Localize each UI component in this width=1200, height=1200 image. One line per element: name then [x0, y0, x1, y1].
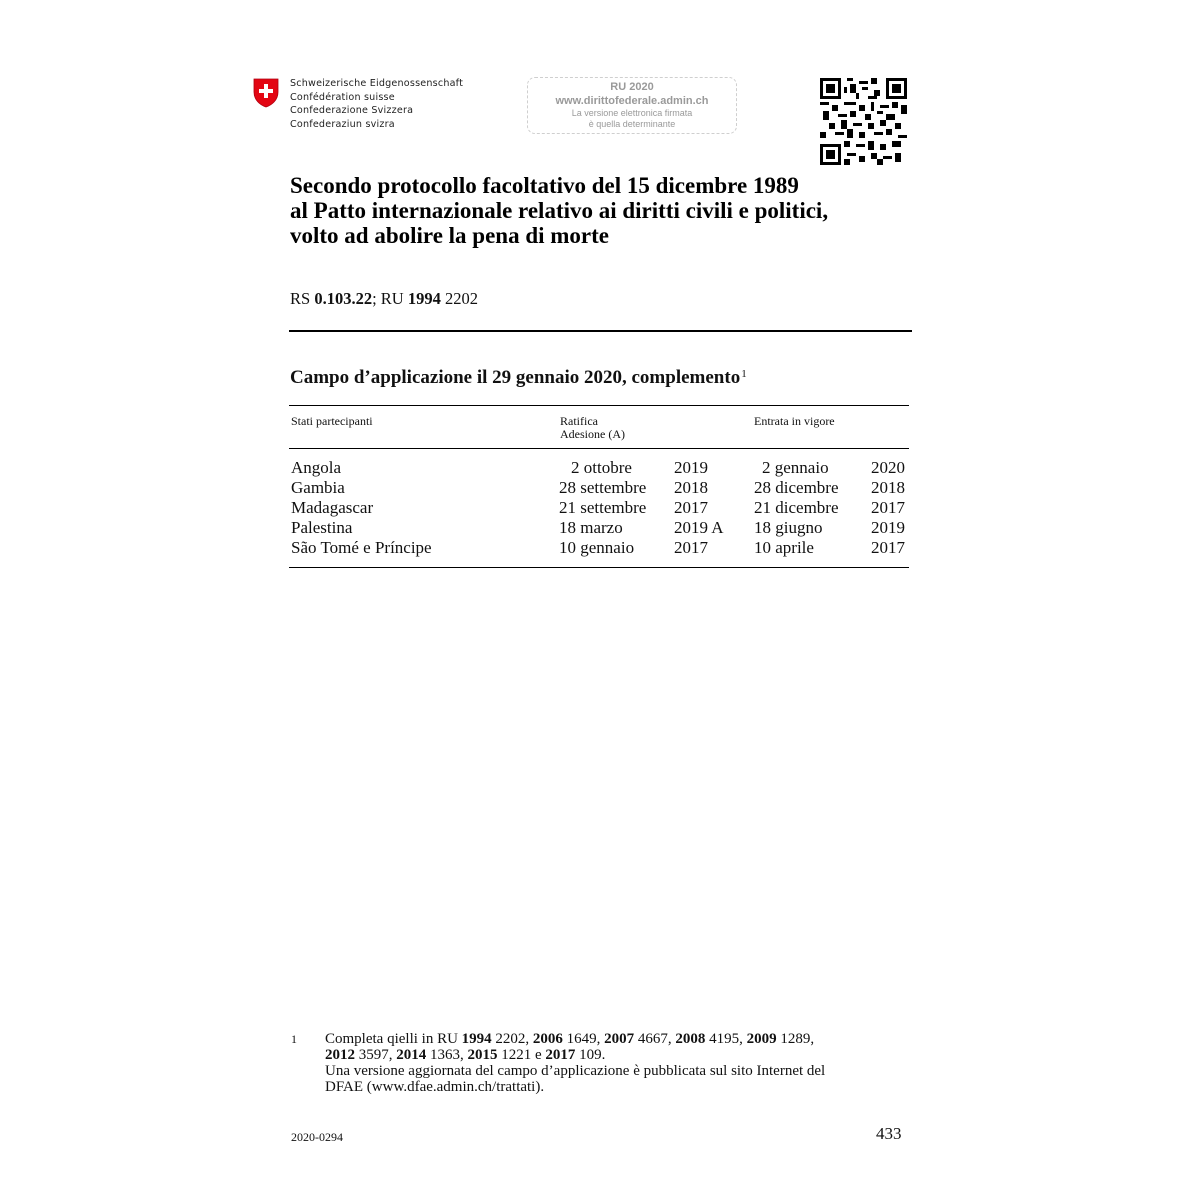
title-line: al Patto internazionale relativo ai diritti civili e politici,: [290, 198, 829, 223]
entry-date: 2 gennaio: [762, 458, 829, 477]
table-top-rule: [289, 405, 909, 406]
section-divider: [289, 330, 912, 332]
confed-de: Schweizerische Eidgenossenschaft: [290, 78, 464, 89]
entry-date: 21 dicembre: [754, 498, 839, 517]
state-name: São Tomé e Príncipe: [291, 538, 432, 557]
subtitle-text: Campo d’applicazione il 29 gennaio 2020, complemento: [290, 367, 741, 388]
fn-page: 1363,: [426, 1047, 468, 1063]
footnote-line: Una versione aggiornata del campo d’applicazione è pubblicata sul sito Internet del: [325, 1063, 826, 1079]
footnote-ref[interactable]: 1: [741, 368, 747, 380]
fn-year: 2014: [396, 1047, 427, 1063]
footnote-number: 1: [291, 1032, 297, 1046]
ru-page: 2202: [440, 289, 478, 308]
fn-pre: Completa qielli in RU: [325, 1031, 462, 1047]
fn-year: 1994: [461, 1031, 492, 1047]
entry-year: 2017: [871, 498, 905, 517]
rs-prefix: RS: [290, 289, 315, 308]
fn-year: 2015: [467, 1047, 498, 1063]
ratification-date: 18 marzo: [559, 518, 623, 537]
ratification-date: 21 settembre: [559, 498, 647, 517]
title-line: Secondo protocollo facoltativo del 15 dicembre 1989: [290, 173, 799, 198]
ratification-date: 2 ottobre: [571, 458, 632, 477]
entry-date: 28 dicembre: [754, 478, 839, 497]
table-row: [291, 498, 907, 518]
footnote-line[interactable]: DFAE (www.dfae.admin.ch/trattati).: [325, 1079, 545, 1095]
ratification-year: 2018: [674, 478, 708, 497]
document-title: [290, 173, 910, 248]
header-entry: Entrata in vigore: [754, 414, 835, 428]
signature-stamp: [527, 77, 737, 134]
stamp-note-1: La versione elettronica firmata: [571, 108, 693, 118]
table-row: [291, 538, 907, 558]
rs-number: 0.103.22: [314, 289, 373, 308]
fn-page: 1289,: [776, 1031, 815, 1047]
state-name: Angola: [291, 458, 342, 477]
swiss-coat-of-arms-icon: [253, 78, 279, 108]
section-subtitle: [290, 367, 747, 389]
title-line: volto ad abolire la pena di morte: [290, 223, 610, 248]
rs-reference: [290, 289, 478, 309]
stamp-url[interactable]: www.dirittofederale.admin.ch: [555, 95, 709, 107]
fn-page: 2202,: [491, 1031, 533, 1047]
header-ratification-line: Ratifica: [560, 414, 598, 428]
fn-year: 2017: [545, 1047, 576, 1063]
entry-year: 2019: [871, 518, 905, 537]
state-name: Palestina: [291, 518, 353, 537]
ratification-year: 2019 A: [674, 518, 724, 537]
state-name: Gambia: [291, 478, 345, 497]
ratification-year: 2019: [674, 458, 708, 477]
table-row: [291, 518, 907, 538]
fn-page: 1649,: [562, 1031, 605, 1047]
header-ratification: [560, 415, 625, 441]
fn-page: 3597,: [355, 1047, 397, 1063]
stamp-note-2: è quella determinante: [588, 119, 676, 129]
document-number: 2020-0294: [291, 1130, 343, 1144]
fn-year: 2012: [325, 1047, 355, 1063]
confed-fr: Confédération suisse: [290, 91, 395, 103]
ru-year: 1994: [407, 289, 441, 308]
fn-page: 4667,: [634, 1031, 676, 1047]
footnote-line: [325, 1031, 885, 1047]
stamp-ru: RU 2020: [610, 81, 654, 93]
entry-year: 2018: [871, 478, 905, 497]
table-header-rule: [289, 448, 909, 449]
entry-date: 18 giugno: [754, 518, 823, 537]
table-row: [291, 458, 907, 478]
fn-page: 1221 e: [497, 1047, 546, 1063]
header-states: Stati partecipanti: [291, 414, 373, 428]
ratification-date: 10 gennaio: [559, 538, 635, 557]
page-number: 433: [876, 1124, 902, 1143]
entry-year: 2017: [871, 538, 905, 557]
fn-year: 2006: [532, 1031, 563, 1047]
fn-year: 2007: [604, 1031, 635, 1047]
header-adhesion-line: Adesione (A): [560, 427, 625, 441]
confed-rm: Confederaziun svizra: [290, 118, 395, 130]
ratification-year: 2017: [674, 498, 708, 517]
ratification-year: 2017: [674, 538, 708, 557]
entry-date: 10 aprile: [754, 538, 814, 557]
entry-year: 2020: [871, 458, 905, 477]
footnote-line: [325, 1047, 885, 1063]
confederation-names: [290, 77, 463, 131]
fn-page: 4195,: [705, 1031, 747, 1047]
table-bottom-rule: [289, 567, 909, 568]
ru-prefix: ; RU: [372, 289, 408, 308]
ratification-date: 28 settembre: [559, 478, 647, 497]
fn-year: 2009: [746, 1031, 777, 1047]
table-body: [291, 458, 907, 558]
fn-page: 109.: [575, 1047, 606, 1063]
footnote-text: [325, 1031, 885, 1095]
state-name: Madagascar: [291, 498, 374, 517]
fn-year: 2008: [675, 1031, 706, 1047]
qr-code-icon: [820, 78, 907, 165]
table-row: [291, 478, 907, 498]
confed-it: Confederazione Svizzera: [290, 105, 414, 116]
